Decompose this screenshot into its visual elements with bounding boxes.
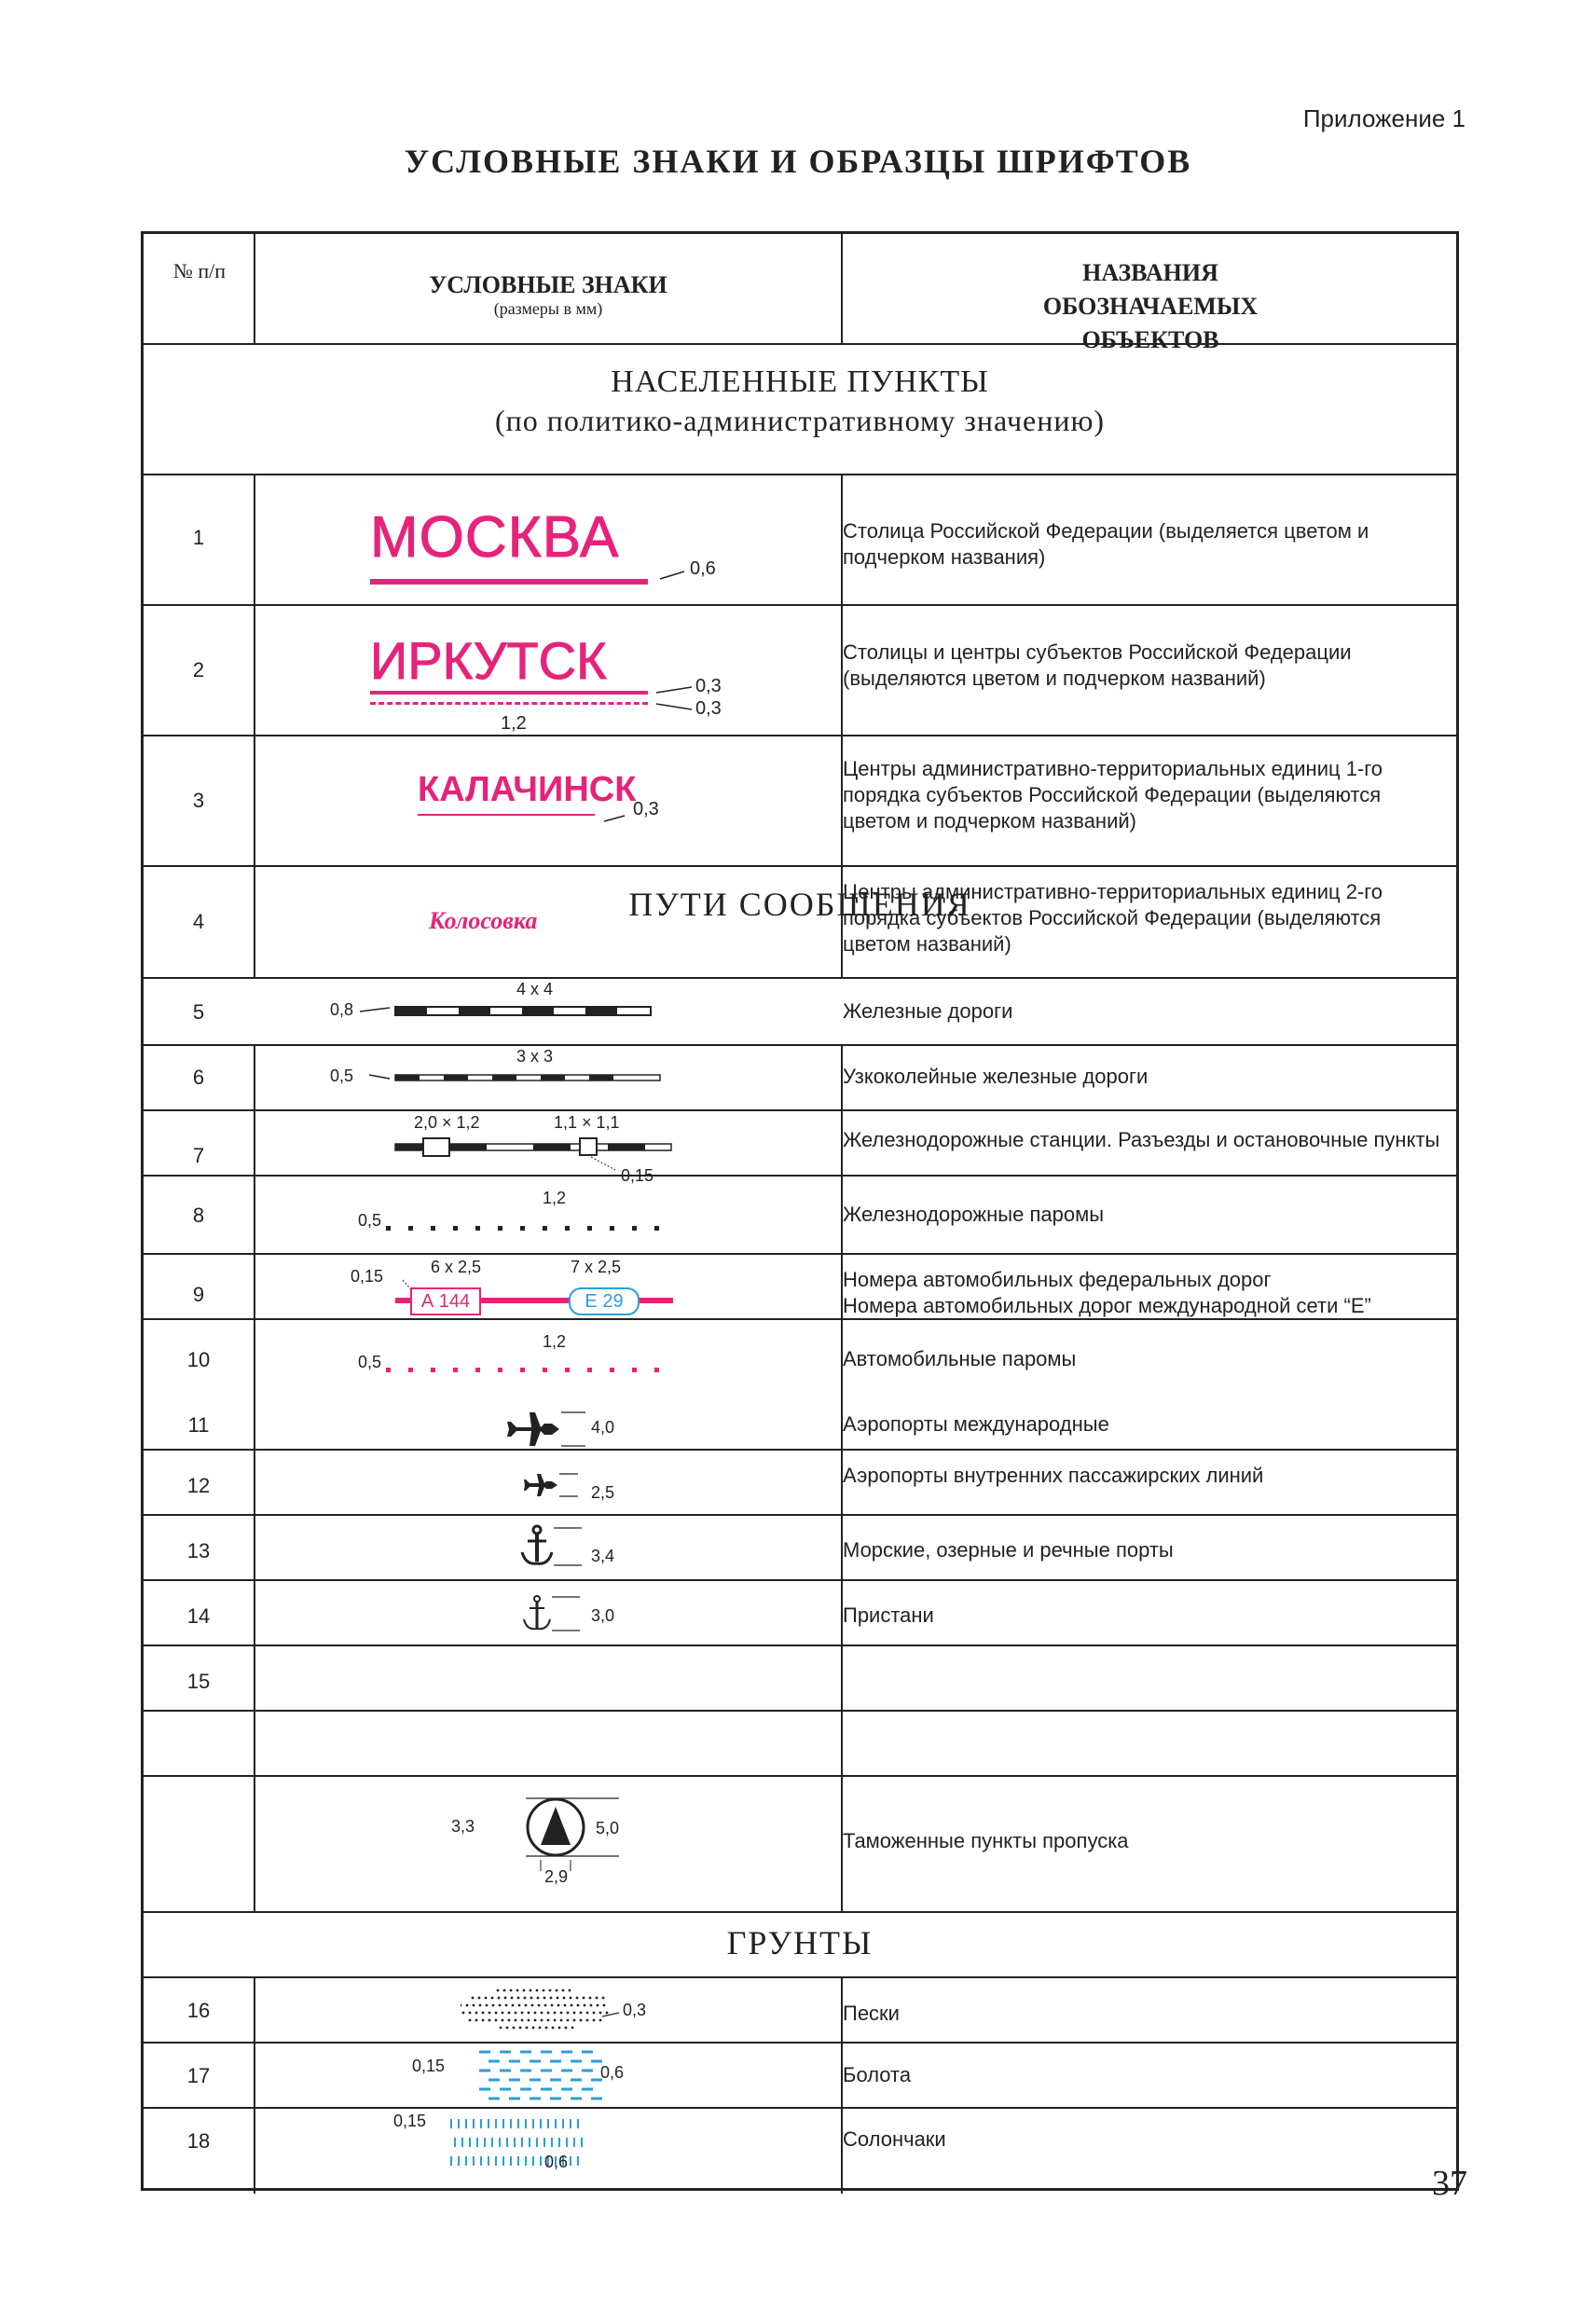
row-divider [144,1976,1456,1978]
road-badge-federal: А 144 [410,1287,481,1315]
row-description: Центры административно-территориальных единиц 1-го порядка субъектов Российской Федерации (выделяются цветом и подчерком названий) [843,757,1383,833]
underline-thick [370,579,648,585]
road-badge-e: Е 29 [569,1287,640,1315]
dim-label: 0,3 [623,2001,647,2019]
row-description: Железнодорожные станции. Разъезды и остановочные пункты [843,1128,1440,1151]
section-subtitle: (по политико-административному значению) [494,404,1106,437]
dim-label: 0,8 [330,1000,354,1019]
row-divider [144,604,1456,606]
page-number: 37 [1432,2164,1467,2203]
row-number: 11 [187,1413,210,1437]
row-divider [144,1911,1456,1913]
dim-label: 2,0 × 1,2 [414,1113,480,1132]
row-description: Центры административно-территориальных единиц 2-го порядка субъектов Российской Федерации (выделяются цветом названий) [843,880,1383,956]
row-number: 13 [186,1539,211,1562]
row-number: 16 [186,1999,211,2022]
customs-icon [498,1793,647,1877]
row-description: Столица Российской Федерации (выделяется цветом и подчерком названия) [843,519,1369,569]
dim-label: 4,0 [591,1418,615,1437]
row-description: Болота [843,2063,912,2086]
section-routes: ПУТИ СООБЩЕНИЯ [628,886,971,923]
dim-label: 0,6 [600,2063,625,2082]
dim-label: 0,6 [544,2153,569,2171]
section-settlements [144,365,1456,438]
row-description: Аэропорты внутренних пассажирских линий [843,1464,1264,1487]
row-divider [144,977,1456,979]
row-divider [144,2107,1456,2109]
header-names: НАЗВАНИЯ ОБОЗНАЧАЕМЫХ ОБЪЕКТОВ [1042,259,1259,353]
row-description: Солончаки [843,2127,946,2151]
dim-label: 4 x 4 [516,980,554,998]
row-number: 8 [192,1204,205,1227]
row-description: Железнодорожные паромы [843,1203,1105,1226]
row-divider [144,1109,1456,1111]
row-description: Столицы и центры субъектов Российской Федерации (выделяются цветом и подчерком названий) [843,640,1352,690]
dim-label: 3,0 [591,1606,615,1625]
row-description: Номера автомобильных федеральных дорог Номера автомобильных дорог международной сети “Е” [843,1268,1371,1317]
header-num: № п/п [172,259,227,282]
row-description: Железные дороги [843,999,1013,1023]
dim-label: 3 x 3 [516,1047,554,1066]
row-divider [144,474,1456,475]
row-number: 17 [186,2064,211,2087]
row-description: Узкоколейные железные дороги [843,1065,1149,1088]
sample-irkutsk: ИРКУТСК [370,631,607,690]
sample-kalachinsk: КАЛАЧИНСК [418,770,637,809]
dim-label: 0,3 [695,698,722,719]
row-number: 1 [192,526,205,549]
row-divider [144,1449,1456,1451]
airplane-icon [498,1405,638,1452]
header-signs-title: УСЛОВНЫЕ ЗНАКИ [429,271,667,298]
appendix-label: Приложение 1 [1302,104,1465,132]
dim-label: 0,15 [412,2057,446,2075]
row-number: 12 [186,1474,211,1497]
dim-label: 1,1 × 1,1 [554,1113,620,1132]
row-divider [144,1044,1456,1046]
row-number: 3 [192,789,205,812]
row-number: 2 [192,658,205,681]
row-number: 10 [186,1348,211,1371]
header-signs-sub: (размеры в мм) [493,299,603,318]
sample-kolosovka: Колосовка [429,907,538,934]
dim-label: 0,6 [690,558,716,579]
dim-label: 0,15 [393,2112,427,2130]
dim-label: 3,3 [451,1817,475,1836]
dim-label: 0,3 [695,676,722,696]
rail-ferry-symbol [384,1218,682,1237]
dim-label: 1,2 [501,713,527,734]
row-divider [144,1175,1456,1177]
row-divider [144,1645,1456,1646]
row-number: 4 [192,910,205,933]
row-number: 6 [192,1066,205,1089]
row-divider [144,1710,1456,1712]
dim-label: 6 x 2,5 [431,1258,482,1276]
row-description: Аэропорты международные [843,1412,1109,1436]
section-soils: ГРУНТЫ [726,1924,874,1961]
row-number: 7 [192,1144,205,1167]
row-number: 9 [192,1283,205,1306]
dim-label: 2,9 [544,1867,569,1886]
header-signs [255,271,841,319]
row-divider [144,1514,1456,1516]
dim-label: 1,2 [543,1332,567,1351]
station-symbol [393,1131,692,1177]
legend-table [141,231,1459,2191]
row-divider [144,865,1456,867]
dim-label: 5,0 [596,1819,620,1837]
row-description: Таможенные пункты пропуска [843,1829,1129,1852]
sample-moskva: МОСКВА [370,505,620,570]
dim-label: 1,2 [543,1189,567,1207]
underline-dashed [370,702,648,705]
section-title: НАСЕЛЕННЫЕ ПУНКТЫ [611,365,989,399]
row-number: 15 [186,1670,211,1693]
dim-label: 2,5 [591,1483,615,1502]
row-number: 5 [192,1000,205,1024]
dim-label: 0,5 [358,1211,382,1230]
dim-label: 0,3 [633,799,659,819]
row-description: Пристани [843,1603,934,1627]
row-description: Пески [843,2002,900,2025]
dim-label: 0,5 [358,1353,382,1371]
row-divider [144,1579,1456,1581]
dim-label: 0,5 [330,1067,354,1085]
page-title: УСЛОВНЫЕ ЗНАКИ И ОБРАЗЦЫ ШРИФТОВ [404,143,1192,180]
row-number: 14 [186,1604,211,1628]
railway-symbol [358,997,656,1025]
underline-thin [418,814,595,816]
salt-marsh-pattern [440,2110,626,2180]
dim-label: 0,15 [351,1267,384,1286]
row-divider [144,1253,1456,1255]
row-description: Морские, озерные и речные порты [843,1538,1174,1562]
row-description: Автомобильные паромы [843,1347,1077,1370]
road-ferry-symbol [384,1362,682,1381]
dim-callout [638,672,824,737]
row-divider [144,1775,1456,1777]
row-number: 18 [186,2129,211,2153]
dim-label: 7 x 2,5 [571,1258,622,1276]
dim-label: 0,15 [621,1166,654,1185]
underline-solid [370,691,648,695]
row-divider [144,2042,1456,2044]
narrow-gauge-symbol [367,1064,666,1092]
dim-label: 3,4 [591,1547,615,1565]
col-divider [254,1976,255,2194]
col-divider [841,234,843,343]
sand-pattern [461,1985,647,2041]
